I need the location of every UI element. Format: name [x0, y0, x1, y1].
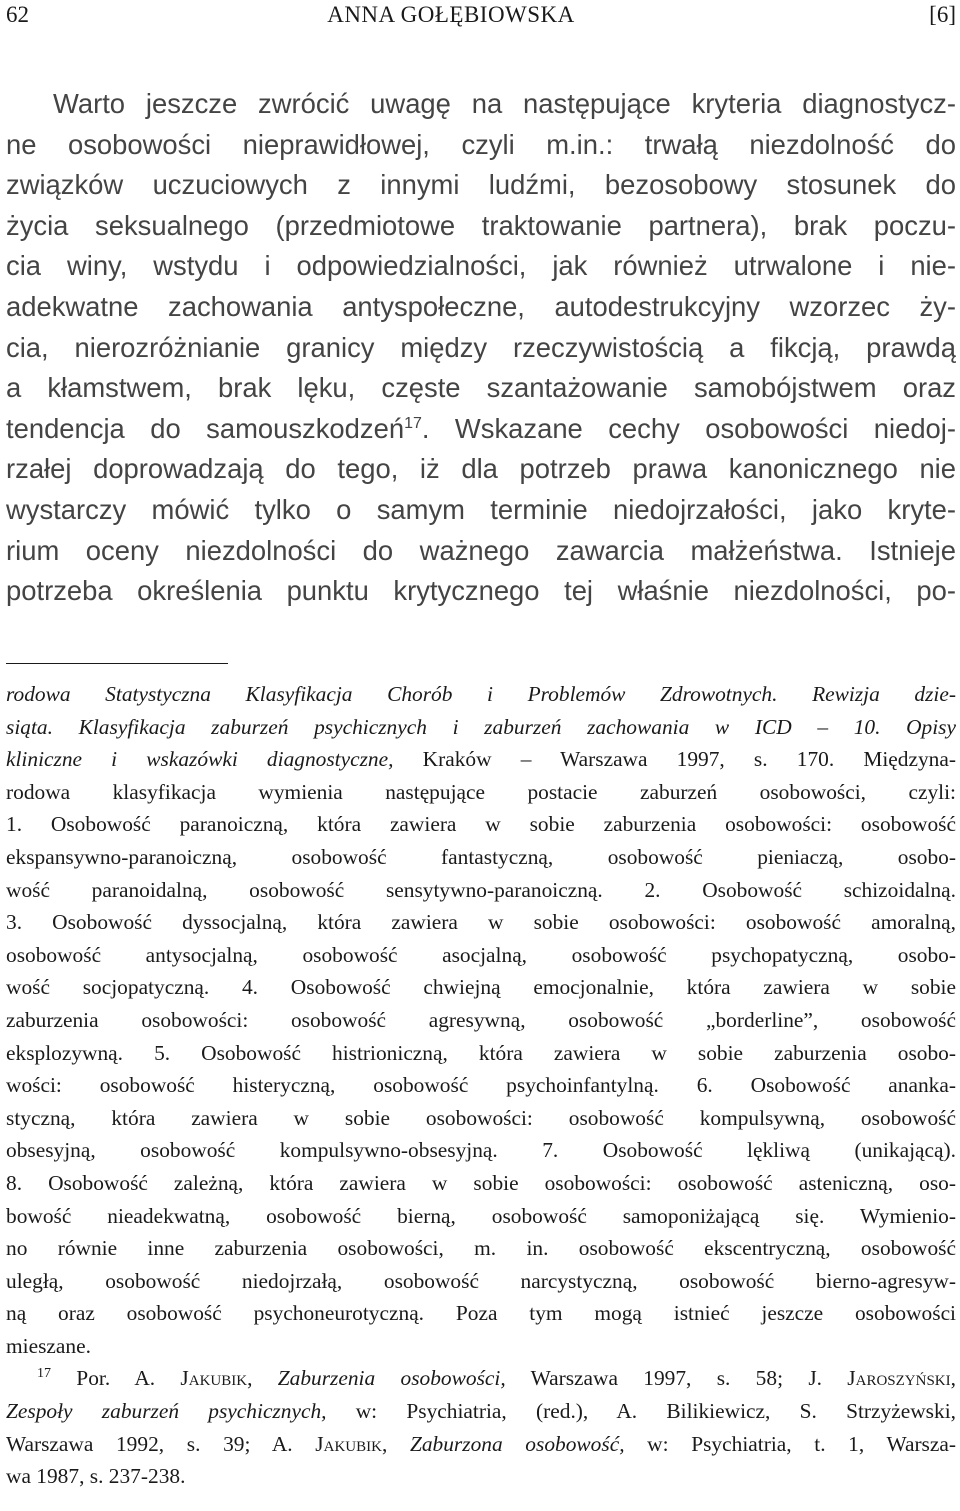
running-head: ANNA GOŁĘBIOWSKA: [327, 2, 575, 27]
author-name: Jakubik: [180, 1366, 248, 1391]
footnote-line: no równie inne zaburzenia osobowości, m. in. osobowość ekscentryczną, osobowość: [6, 1236, 956, 1261]
footnotes: [6, 678, 956, 1493]
footnote-italic: kliniczne i wskazówki diagnostyczne,: [6, 747, 394, 772]
footnote-line: ekspansywno-paranoiczną, osobowość fantastyczną, osobowość pieniaczą, osobo-: [6, 844, 956, 869]
body-line: [6, 409, 956, 450]
footnote-line: ną oraz osobowość psychoneurotyczną. Poza tym mogą istnieć jeszcze osobowości: [6, 1301, 956, 1326]
footnote-text-run: Warszawa 1992, s. 39; A.: [6, 1431, 316, 1456]
body-line: rzałej doprowadzają do tego, iż dla potrzeb prawa kanonicznego nie: [6, 453, 956, 485]
footnote-line: wość paranoidalną, osobowość sensytywno-paranoiczną. 2. Osobowość schizoidalną.: [6, 877, 956, 902]
work-title: Zaburzenia osobowości,: [277, 1366, 506, 1391]
body-line: a kłamstwem, brak lęku, częste szantażowanie samobójstwem oraz: [6, 372, 956, 404]
body-line: potrzeba określenia punktu krytycznego tej właśnie niezdolności, po-: [6, 575, 956, 607]
footnote-17-line: wa 1987, s. 237-238.: [6, 1464, 186, 1489]
work-title: Zaburzona osobowość,: [409, 1431, 625, 1456]
page-reference: [6]: [929, 2, 956, 27]
footnote-line: bowość nieadekwatną, osobowość bierną, osobowość samoponiżającą się. Wymienio-: [6, 1203, 956, 1228]
body-text-run: tendencja do samouszkodzeń: [6, 412, 405, 444]
footnote-line: [6, 743, 956, 776]
footnote-line: wość socjopatyczną. 4. Osobowość chwiejną emocjonalnie, która zawiera w sobie: [6, 975, 956, 1000]
footnote-line: 1. Osobowość paranoiczną, która zawiera w sobie zaburzenia osobowości: osobowość: [6, 812, 956, 837]
footnote-text-run: Kraków – Warszawa 1997, s. 170. Międzyna-: [393, 747, 956, 772]
footnote-text-run: w: Psychiatria, t. 1, Warsza-: [624, 1431, 956, 1456]
footnote-line: obsesyjną, osobowość kompulsywno-obsesyjną. 7. Osobowość lękliwą (unikającą).: [6, 1138, 956, 1163]
footnote-line: mieszane.: [6, 1333, 91, 1358]
body-line: życia seksualnego (przedmiotowe traktowanie partnera), brak poczu-: [6, 209, 956, 241]
footnote-number: 17: [37, 1366, 51, 1382]
footnote-text-run: ,: [950, 1366, 956, 1391]
footnote-text-run: ,: [247, 1366, 278, 1391]
footnote-text-run: w: Psychiatria, (red.), A. Bilikiewicz, S. Strzyżewski,: [326, 1399, 956, 1424]
footnote-line: zaburzenia osobowości: osobowość agresywną, osobowość „borderline”, osobowość: [6, 1007, 956, 1032]
page-number: 62: [6, 2, 29, 27]
footnote-line: wości: osobowość histeryczną, osobowość psychoinfantylną. 6. Osobowość ananka-: [6, 1073, 956, 1098]
footnote-17-line: [6, 1362, 956, 1395]
footnote-17-line: [6, 1395, 956, 1428]
footnote-separator: [6, 663, 228, 664]
body-line: cia winy, wstydu i odpowiedzialności, jak również utrwalone i nie-: [6, 250, 956, 282]
footnote-line: [6, 711, 956, 744]
footnote-italic: rodowa Statystyczna Klasyfikacja Chorób i Problemów Zdrowotnych. Rewizja dzie-: [6, 682, 956, 706]
footnote-line: [6, 678, 956, 711]
footnote-line: osobowość antysocjalną, osobowość asocjalną, osobowość psychopatyczną, osobo-: [6, 942, 956, 967]
footnote-text-run: Warszawa 1997, s. 58; J.: [505, 1366, 848, 1391]
page-header: [6, 2, 956, 32]
footnote-line: rodowa klasyfikacja wymienia następujące postacie zaburzeń osobowości, czyli:: [6, 779, 956, 804]
body-line: adekwatne zachowania antyspołeczne, autodestrukcyjny wzorzec ży-: [6, 290, 956, 322]
footnote-17-line: [6, 1428, 956, 1461]
footnote-text-run: Por. A.: [51, 1366, 181, 1391]
author-name: Jakubik: [315, 1431, 382, 1456]
footnote-line: eksplozywną. 5. Osobowość histrioniczną, która zawiera w sobie zaburzenia osobo-: [6, 1040, 956, 1065]
author-name: Jaroszyński: [847, 1366, 951, 1391]
body-line: wystarczy mówić tylko o samym terminie niedojrzałości, jako kryte-: [6, 493, 956, 525]
footnote-line: styczną, która zawiera w sobie osobowości: osobowość kompulsywną, osobowość: [6, 1105, 956, 1130]
work-title: Zespoły zaburzeń psychicznych,: [6, 1399, 327, 1424]
body-line: ne osobowości nieprawidłowej, czyli m.in.: trwałą niezdolność do: [6, 128, 956, 160]
footnote-line: 3. Osobowość dyssocjalną, która zawiera w sobie osobowości: osobowość amoralną,: [6, 910, 956, 935]
body-line: cia, nierozróżnianie granicy między rzeczywistością a fikcją, prawdą: [6, 331, 956, 363]
body-paragraph: [6, 84, 956, 612]
footnote-line: uległą, osobowość niedojrzałą, osobowość narcystyczną, osobowość bierno-agresyw-: [6, 1268, 956, 1293]
body-line: rium oceny niezdolności do ważnego zawarcia małżeństwa. Istnieje: [6, 534, 956, 566]
footnote-reference: 17: [404, 414, 422, 432]
body-line: Warto jeszcze zwrócić uwagę na następujące kryteria diagnostycz-: [53, 88, 956, 119]
footnote-italic: siąta. Klasyfikacja zaburzeń psychicznych i zaburzeń zachowania w ICD – 10. Opisy: [6, 714, 956, 739]
footnote-line: 8. Osobowość zależną, która zawiera w sobie osobowości: osobowość asteniczną, oso-: [6, 1170, 956, 1195]
body-line: związków uczuciowych z innymi ludźmi, bezosobowy stosunek do: [6, 169, 956, 201]
footnote-text-run: ,: [381, 1431, 410, 1456]
body-text-run: . Wskazane cechy osobowości niedoj-: [421, 412, 956, 444]
